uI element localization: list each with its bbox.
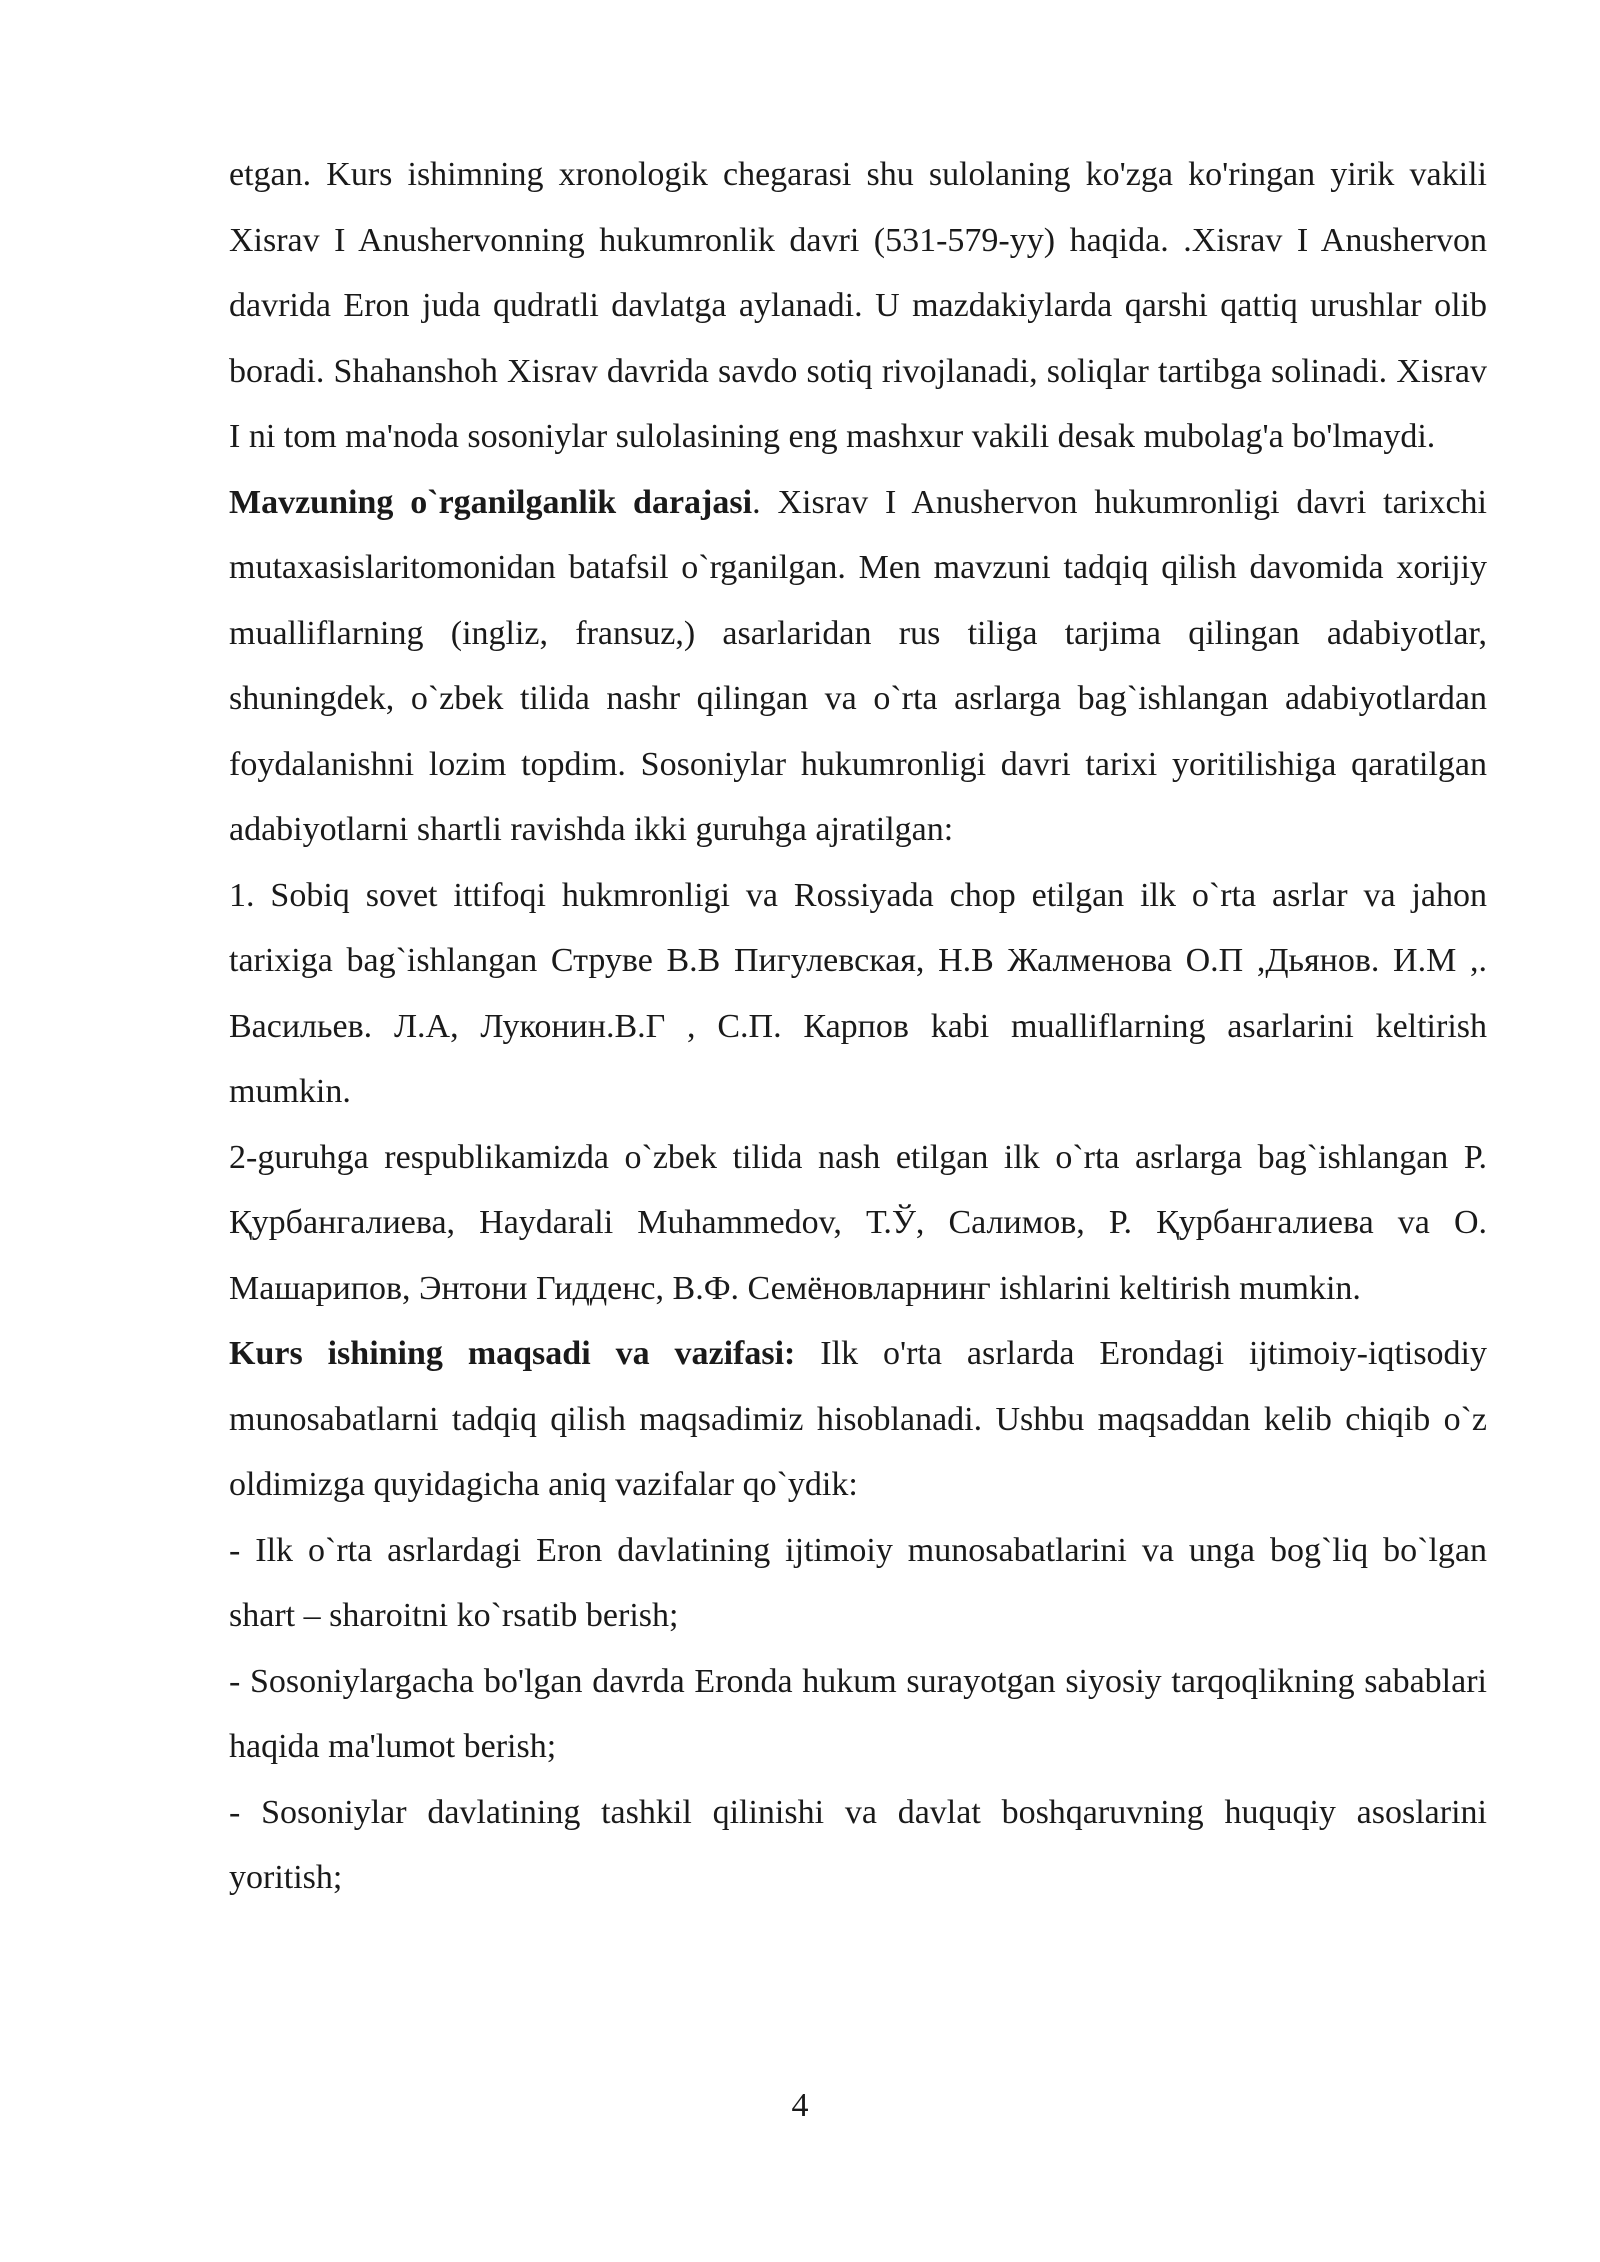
list-item-task-3 (229, 1780, 1487, 1911)
paragraph-text: 2-guruhga respublikamizda o`zbek tilida nash etilgan ilk o`rta asrlarga bag`ishlangan Р. Қурбангалиева, Haydarali Muhammedov, Т.Ў, Салимов, Р. Қурбангалиева va О. Машарипов, Энтони Гидденс, В.Ф. Семёновларнинг ishlarini keltirish mumkin. (229, 1138, 1487, 1307)
page-number: 4 (791, 2087, 809, 2124)
paragraph-text: Ilk o'rta asrlarda Erondagi ijtimoiy-iqtisodiy munosabatlarni tadqiq qilish maqsadimiz hisoblanadi. Ushbu maqsaddan kelib chiqib o`z oldimizga quyidagicha aniq vazifalar qo`ydik: (229, 1335, 1488, 1503)
paragraph-text: . Xisrav I Anushervon hukumronligi davri tarixchi mutaxasislaritomonidan batafsil o`rganilgan. Men mavzuni tadqiq qilish davomida xorijiy mualliflarning (ingliz, fransuz,) asarlaridan rus tiliga tarjima qilingan adabiyotlar, shuningdek, o`zbek tilida nashr qilingan va o`rta asrlarga bag`ishlangan adabiyotlardan foydalanishni lozim topdim. Sosoniylar hukumronligi davri tarixi yoritilishiga qaratilgan adabiyotlarni shartli ravishda ikki guruhga ajratilgan: (229, 483, 1487, 848)
paragraph-group-2 (229, 1125, 1487, 1322)
list-item-task-2 (229, 1649, 1487, 1780)
section-heading: Mavzuning o`rganilganlik darajasi (229, 483, 753, 521)
section-heading: Kurs ishining maqsadi va vazifasi: (229, 1335, 796, 1372)
paragraph-text: - Ilk o`rta asrlardagi Eron davlatining ijtimoiy munosabatlarini va unga bog`liq bo`lgan shart – sharoitni ko`rsatib berish; (229, 1531, 1487, 1634)
paragraph-goals (229, 1321, 1487, 1518)
paragraph-group-1 (229, 863, 1487, 1125)
paragraph-text: - Sosoniylar davlatining tashkil qilinishi va davlat boshqaruvning huquqiy asoslarini yoritish; (229, 1793, 1487, 1896)
list-item-task-1 (229, 1518, 1487, 1649)
paragraph-text: 1. Sobiq sovet ittifoqi hukmronligi va Rossiyada chop etilgan ilk o`rta asrlar va jahon tarixiga bag`ishlangan Струве В.В Пигулевская, Н.В Жалменова О.П ,Дьянов. И.М ,. Васильев. Л.А, Луконин.В.Г , С.П. Карпов kabi mualliflarning asarlarini keltirish mumkin. (229, 876, 1487, 1110)
document-body (229, 142, 1487, 1911)
paragraph-text: - Sosoniylargacha bo'lgan davrda Eronda hukum surayotgan siyosiy tarqoqlikning sabablari haqida ma'lumot berish; (229, 1662, 1487, 1765)
paragraph-chronology (229, 142, 1487, 470)
paragraph-text: etgan. Kurs ishimning xronologik chegarasi shu sulolaning ko'zga ko'ringan yirik vakili Xisrav I Anushervonning hukumronlik davri (531-579-yy) haqida. .Xisrav I Anushervon davrida Eron juda qudratli davlatga aylanadi. U mazdakiylarda qarshi qattiq urushlar olib boradi. Shahanshoh Xisrav davrida savdo sotiq rivojlanadi, soliqlar tartibga solinadi. Xisrav I ni tom ma'noda sosoniylar sulolasining eng mashxur vakili desak mubolag'a bo'lmaydi. (229, 156, 1487, 455)
paragraph-study-level (229, 470, 1487, 863)
